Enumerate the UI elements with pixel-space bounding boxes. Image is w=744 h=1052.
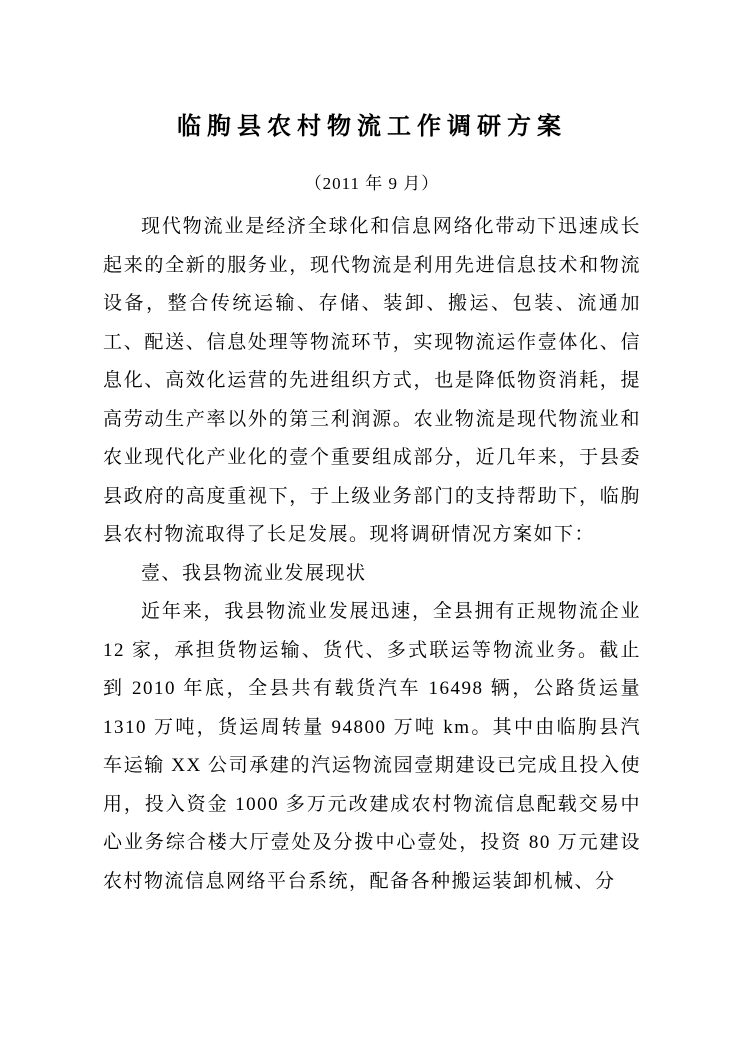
paragraph-current-status: 近年来，我县物流业发展迅速，全县拥有正规物流企业 12 家，承担货物运输、货代、多式联运等物流业务。截止到 2010 年底，全县共有载货汽车 16498 辆，公路货运量 1310 万吨，货运周转量 94800 万吨 km。其中由临朐县汽车运输 XX 公司承建的汽运物流园壹期建设已完成且投入使用，投入资金 1000 多万元改建成农村物流信息配载交易中心业务综合楼大厅壹处及分拨中心壹处，投资 80 万元建设农村物流信息网络平台系统，配备各种搬运装卸机械、分: [103, 601, 641, 892]
document-title: 临朐县农村物流工作调研方案: [177, 114, 567, 140]
paragraph-intro: 现代物流业是经济全球化和信息网络化带动下迅速成长起来的全新的服务业，现代物流是利用先进信息技术和物流设备，整合传统运输、存储、装卸、搬运、包装、流通加工、配送、信息处理等物流环节，实现物流运作壹体化、信息化、高效化运营的先进组织方式，也是降低物资消耗，提高劳动生产率以外的第三利润源。农业物流是现代物流业和农业现代化产业化的壹个重要组成部分，近几年来，于县委县政府的高度重视下，于上级业务部门的支持帮助下，临朐县农村物流取得了长足发展。现将调研情况方案如下：: [103, 216, 641, 546]
document-date: （2011 年 9 月）: [304, 174, 440, 194]
section-heading-1: 壹、我县物流业发展现状: [141, 562, 367, 584]
